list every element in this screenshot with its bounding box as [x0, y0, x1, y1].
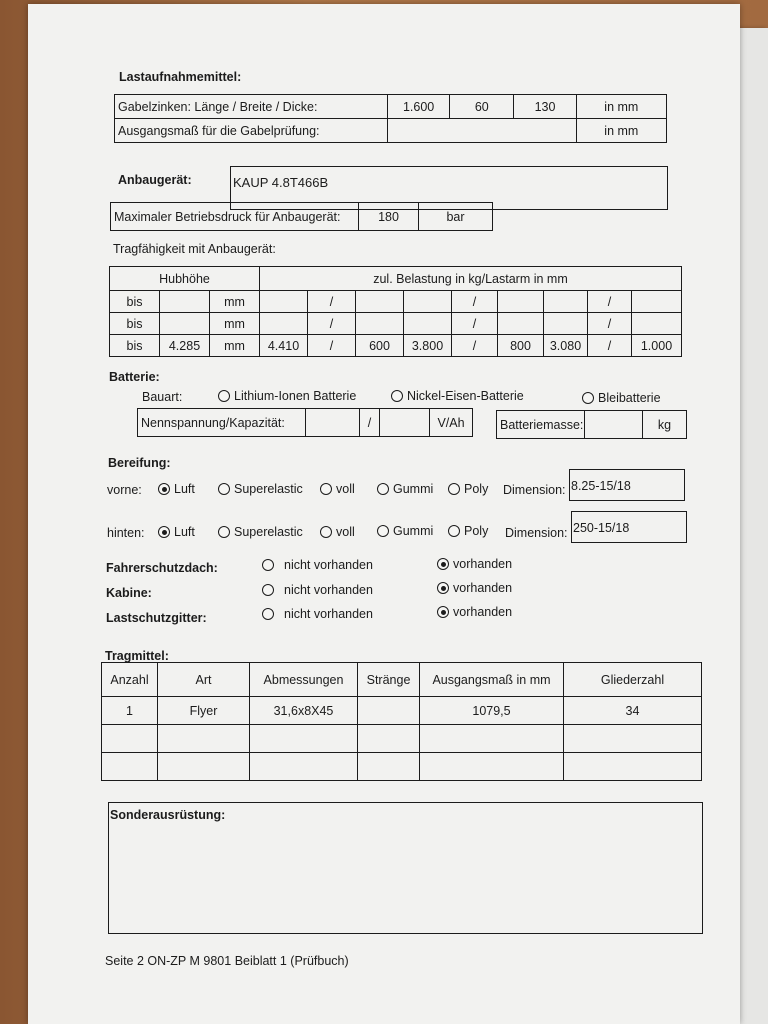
tragmittel-cell: 31,6x8X45 — [250, 697, 358, 725]
tragfaehigkeit-cell-bis: bis — [110, 291, 160, 313]
tragfaehigkeit-cell-l2 — [404, 313, 452, 335]
hinten-dimension-value: 250-15/18 — [573, 521, 630, 535]
tragmittel-table — [101, 662, 702, 781]
radio-unchecked-icon[interactable] — [582, 392, 594, 404]
tragmittel-cell — [358, 697, 420, 725]
hinten-poly-option[interactable]: Poly — [448, 524, 488, 538]
hinten-dimension-label: Dimension: — [505, 526, 568, 540]
tragmittel-cell — [158, 753, 250, 781]
tragmittel-cell: Flyer — [158, 697, 250, 725]
tragfaehigkeit-cell-a2: 800 — [498, 335, 544, 357]
hubhoehe-header: Hubhöhe — [110, 267, 260, 291]
tragmittel-header-cell: Gliederzahl — [564, 663, 702, 697]
nennspannung-slash: / — [360, 409, 380, 437]
radio-unchecked-icon[interactable] — [262, 559, 274, 571]
hinten-dimension-box — [571, 511, 687, 543]
tragmittel-cell: 1079,5 — [420, 697, 564, 725]
tragfaehigkeit-cell-a1 — [356, 291, 404, 313]
tragfaehigkeit-cell-bis: bis — [110, 313, 160, 335]
radio-unchecked-icon[interactable] — [448, 483, 460, 495]
tragfaehigkeit-cell-hub — [160, 313, 210, 335]
tragmittel-header-cell: Anzahl — [102, 663, 158, 697]
radio-checked-icon[interactable] — [437, 582, 449, 594]
lastschutzgitter-label: Lastschutzgitter: — [106, 611, 207, 625]
vorne-dimension-value: 8.25-15/18 — [571, 479, 631, 493]
tragfaehigkeit-cell-unit: mm — [210, 335, 260, 357]
tragfaehigkeit-cell-l3 — [544, 313, 588, 335]
betriebsdruck-value: 180 — [359, 203, 419, 231]
tragmittel-cell — [250, 725, 358, 753]
tragfaehigkeit-cell-l3 — [544, 291, 588, 313]
sonderausruestung-box — [108, 802, 703, 934]
hinten-voll-option[interactable]: voll — [320, 525, 355, 539]
tragfaehigkeit-cell-slash: / — [308, 335, 356, 357]
tragfaehigkeit-row — [110, 335, 682, 357]
tragmittel-cell — [564, 725, 702, 753]
tragfaehigkeit-cell-hub — [160, 291, 210, 313]
tragfaehigkeit-row — [110, 313, 682, 335]
tragfaehigkeit-cell-slash: / — [452, 313, 498, 335]
tragfaehigkeit-cell-unit: mm — [210, 291, 260, 313]
tragfaehigkeit-cell-l1 — [260, 313, 308, 335]
betriebsdruck-unit: bar — [419, 203, 493, 231]
tragfaehigkeit-cell-l2: 3.800 — [404, 335, 452, 357]
tragfaehigkeit-title: Tragfähigkeit mit Anbaugerät: — [113, 242, 276, 256]
tragfaehigkeit-cell-slash: / — [588, 313, 632, 335]
ausgangsmass-unit: in mm — [576, 119, 666, 143]
radio-checked-icon[interactable] — [158, 526, 170, 538]
tragfaehigkeit-cell-slash: / — [308, 313, 356, 335]
radio-unchecked-icon[interactable] — [262, 608, 274, 620]
vorne-luft-option[interactable]: Luft — [158, 482, 195, 496]
radio-unchecked-icon[interactable] — [320, 526, 332, 538]
tragmittel-cell — [420, 753, 564, 781]
section-title-tragmittel: Tragmittel: — [105, 649, 169, 663]
radio-unchecked-icon[interactable] — [262, 584, 274, 596]
section-title-sonderausruestung: Sonderausrüstung: — [110, 808, 226, 822]
bauart-label: Bauart: — [142, 390, 183, 404]
bauart-lithium-option[interactable]: Lithium-Ionen Batterie — [218, 389, 356, 403]
tragmittel-cell — [102, 753, 158, 781]
tragfaehigkeit-cell-slash: / — [308, 291, 356, 313]
gabel-dicke: 130 — [514, 95, 576, 119]
tragfaehigkeit-cell-l1 — [260, 291, 308, 313]
kabine-label: Kabine: — [106, 586, 152, 600]
tragmittel-header-cell: Abmessungen — [250, 663, 358, 697]
lastschutzgitter-vorhanden-option[interactable]: vorhanden — [437, 605, 512, 619]
tragmittel-cell — [358, 725, 420, 753]
tragfaehigkeit-cell-hub: 4.285 — [160, 335, 210, 357]
batteriemasse-label: Batteriemasse: — [497, 411, 585, 439]
tragfaehigkeit-cell-slash: / — [588, 291, 632, 313]
vorne-superelastic-option[interactable]: Superelastic — [218, 482, 303, 496]
tragfaehigkeit-cell-unit: mm — [210, 313, 260, 335]
betriebsdruck-label: Maximaler Betriebsdruck für Anbaugerät: — [111, 203, 359, 231]
radio-checked-icon[interactable] — [437, 558, 449, 570]
tragfaehigkeit-cell-l1: 4.410 — [260, 335, 308, 357]
section-title-bereifung: Bereifung: — [108, 456, 171, 470]
vorne-gummi-option[interactable]: Gummi — [377, 482, 433, 496]
tragfaehigkeit-table — [109, 266, 682, 357]
nennspannung-unit: V/Ah — [430, 409, 473, 437]
fahrerschutzdach-nicht-option[interactable]: nicht vorhanden — [262, 558, 373, 572]
kabine-vorhanden-option[interactable]: vorhanden — [437, 581, 512, 595]
tragfaehigkeit-cell-slash: / — [588, 335, 632, 357]
tragmittel-row — [102, 753, 702, 781]
tragmittel-cell: 1 — [102, 697, 158, 725]
fahrerschutzdach-vorhanden-option[interactable]: vorhanden — [437, 557, 512, 571]
gabel-unit: in mm — [576, 95, 666, 119]
batteriemasse-value — [585, 411, 643, 439]
ausgangsmass-label: Ausgangsmaß für die Gabelprüfung: — [115, 119, 388, 143]
bauart-blei-option[interactable]: Bleibatterie — [582, 391, 661, 405]
tragmittel-row — [102, 697, 702, 725]
tragmittel-row — [102, 725, 702, 753]
vorne-dimension-label: Dimension: — [503, 483, 566, 497]
fahrerschutzdach-label: Fahrerschutzdach: — [106, 561, 218, 575]
section-title-lastaufnahmemittel: Lastaufnahmemittel: — [119, 70, 242, 84]
nennspannung-label: Nennspannung/Kapazität: — [138, 409, 306, 437]
gabelzinken-table — [114, 94, 667, 143]
section-title-batterie: Batterie: — [109, 370, 160, 384]
ausgangsmass-value — [387, 119, 576, 143]
belastung-header: zul. Belastung in kg/Lastarm in mm — [260, 267, 682, 291]
gabel-breite: 60 — [450, 95, 514, 119]
tragmittel-cell — [420, 725, 564, 753]
radio-unchecked-icon[interactable] — [218, 483, 230, 495]
radio-unchecked-icon[interactable] — [377, 525, 389, 537]
page-footer: Seite 2 ON-ZP M 9801 Beiblatt 1 (Prüfbuch) — [105, 954, 349, 968]
hinten-luft-option[interactable]: Luft — [158, 525, 195, 539]
radio-unchecked-icon[interactable] — [218, 526, 230, 538]
vorne-dimension-box — [569, 469, 685, 501]
hinten-gummi-option[interactable]: Gummi — [377, 524, 433, 538]
tragmittel-cell — [564, 753, 702, 781]
anbaugeraet-value: KAUP 4.8T466B — [233, 175, 329, 190]
tragfaehigkeit-cell-l2 — [404, 291, 452, 313]
batteriemasse-unit: kg — [643, 411, 687, 439]
tragfaehigkeit-cell-a1 — [356, 313, 404, 335]
radio-unchecked-icon[interactable] — [377, 483, 389, 495]
hinten-label: hinten: — [107, 526, 145, 540]
lastschutzgitter-nicht-option[interactable]: nicht vorhanden — [262, 607, 373, 621]
tragfaehigkeit-cell-slash: / — [452, 335, 498, 357]
nennspannung-value — [306, 409, 360, 437]
vorne-poly-option[interactable]: Poly — [448, 482, 488, 496]
hinten-superelastic-option[interactable]: Superelastic — [218, 525, 303, 539]
tragfaehigkeit-cell-a3 — [632, 313, 682, 335]
bauart-nickel-option[interactable]: Nickel-Eisen-Batterie — [391, 389, 524, 403]
tragmittel-header-cell: Art — [158, 663, 250, 697]
kabine-nicht-option[interactable]: nicht vorhanden — [262, 583, 373, 597]
section-title-anbaugeraet: Anbaugerät: — [118, 173, 192, 187]
vorne-voll-option[interactable]: voll — [320, 482, 355, 496]
radio-checked-icon[interactable] — [158, 483, 170, 495]
tragfaehigkeit-cell-l3: 3.080 — [544, 335, 588, 357]
radio-unchecked-icon[interactable] — [448, 525, 460, 537]
tragmittel-cell — [358, 753, 420, 781]
nennspannung-table — [137, 408, 473, 437]
gabel-laenge: 1.600 — [387, 95, 449, 119]
radio-unchecked-icon[interactable] — [218, 390, 230, 402]
tragfaehigkeit-cell-a2 — [498, 313, 544, 335]
batteriemasse-table — [496, 410, 687, 439]
radio-unchecked-icon[interactable] — [320, 483, 332, 495]
tragmittel-header-cell: Ausgangsmaß in mm — [420, 663, 564, 697]
tragmittel-cell — [102, 725, 158, 753]
radio-unchecked-icon[interactable] — [391, 390, 403, 402]
tragfaehigkeit-cell-a2 — [498, 291, 544, 313]
tragfaehigkeit-cell-a3: 1.000 — [632, 335, 682, 357]
tragfaehigkeit-row — [110, 291, 682, 313]
kapazitaet-value — [380, 409, 430, 437]
gabelzinken-label: Gabelzinken: Länge / Breite / Dicke: — [115, 95, 388, 119]
vorne-label: vorne: — [107, 483, 142, 497]
betriebsdruck-table — [110, 202, 493, 231]
tragfaehigkeit-cell-a1: 600 — [356, 335, 404, 357]
tragmittel-cell — [158, 725, 250, 753]
tragfaehigkeit-cell-slash: / — [452, 291, 498, 313]
tragmittel-cell — [250, 753, 358, 781]
tragmittel-header-cell: Stränge — [358, 663, 420, 697]
document-page — [28, 4, 740, 1024]
tragmittel-cell: 34 — [564, 697, 702, 725]
radio-checked-icon[interactable] — [437, 606, 449, 618]
tragfaehigkeit-cell-a3 — [632, 291, 682, 313]
tragfaehigkeit-cell-bis: bis — [110, 335, 160, 357]
